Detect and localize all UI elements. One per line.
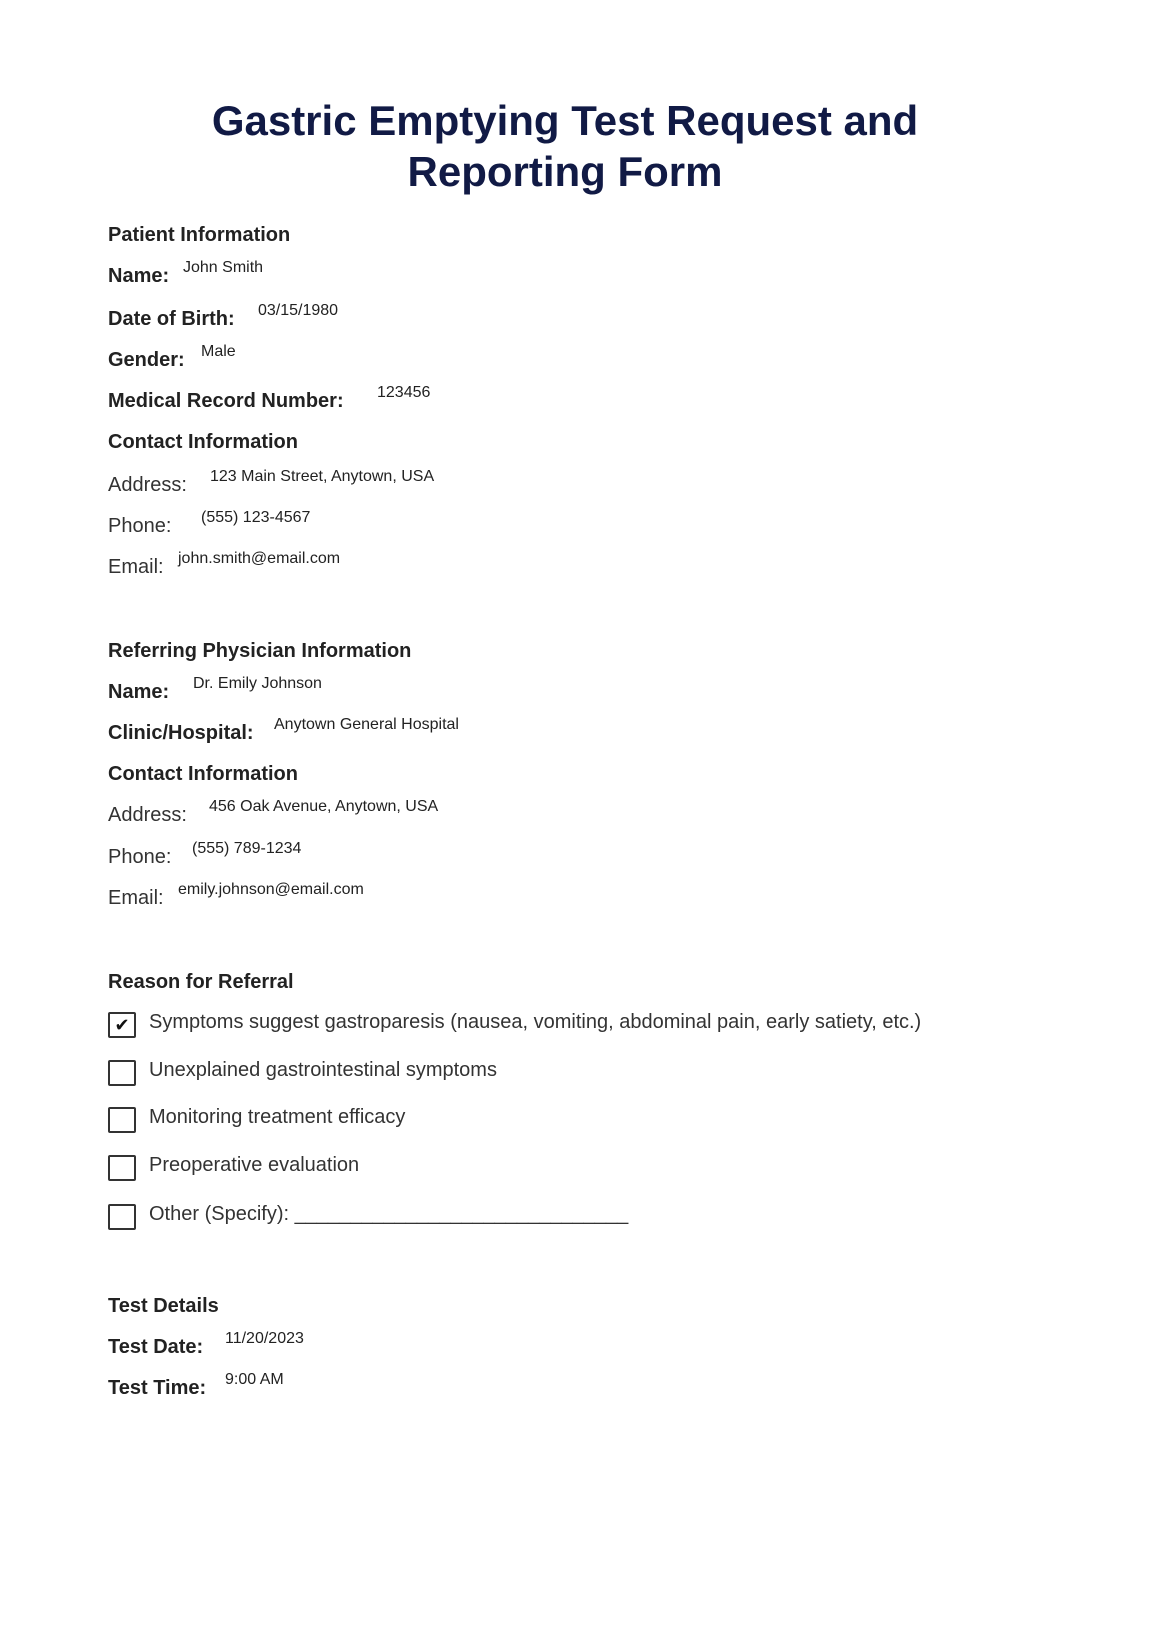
label: Phone: bbox=[108, 514, 172, 537]
referral-option[interactable] bbox=[108, 1054, 497, 1086]
physician-info-heading: Referring Physician Information bbox=[108, 639, 412, 662]
patient-dob-value: 03/15/1980 bbox=[258, 302, 339, 319]
patient-name-value: John Smith bbox=[183, 259, 264, 276]
label: Gender: bbox=[108, 348, 185, 371]
checkbox[interactable] bbox=[108, 1107, 136, 1133]
checkbox[interactable] bbox=[108, 1060, 136, 1086]
test-date-row bbox=[108, 1332, 708, 1362]
label: Test Time: bbox=[108, 1376, 207, 1399]
patient-address-value: 123 Main Street, Anytown, USA bbox=[210, 468, 435, 485]
referral-option[interactable] bbox=[108, 1198, 628, 1230]
patient-phone-row bbox=[108, 511, 708, 541]
label: Medical Record Number: bbox=[108, 389, 344, 412]
physician-address-row bbox=[108, 800, 708, 830]
patient-info-heading: Patient Information bbox=[108, 223, 291, 246]
label: Address: bbox=[108, 473, 187, 496]
label: Address: bbox=[108, 803, 187, 826]
label: Email: bbox=[108, 555, 164, 578]
physician-phone-row bbox=[108, 842, 708, 872]
option-label: Other (Specify): ______________________________ bbox=[149, 1202, 629, 1225]
patient-contact-heading: Contact Information bbox=[108, 430, 298, 453]
physician-clinic-row bbox=[108, 718, 708, 748]
referral-heading: Reason for Referral bbox=[108, 970, 294, 993]
option-label: Symptoms suggest gastroparesis (nausea, vomiting, abdominal pain, early satiety, etc.) bbox=[149, 1010, 922, 1033]
referral-option[interactable] bbox=[108, 1006, 921, 1038]
referral-option[interactable] bbox=[108, 1101, 405, 1133]
title-line-1: Gastric Emptying Test Request and bbox=[211, 97, 919, 144]
patient-phone-value: (555) 123-4567 bbox=[201, 509, 311, 526]
page-title bbox=[0, 95, 1130, 197]
title-line-2: Reporting Form bbox=[407, 148, 723, 195]
patient-mrn-row bbox=[108, 386, 708, 416]
label: Clinic/Hospital: bbox=[108, 721, 254, 744]
physician-contact-heading: Contact Information bbox=[108, 762, 298, 785]
label: Email: bbox=[108, 886, 164, 909]
physician-clinic-value: Anytown General Hospital bbox=[274, 716, 459, 733]
test-details-heading: Test Details bbox=[108, 1294, 219, 1317]
test-time-row bbox=[108, 1373, 708, 1403]
label: Name: bbox=[108, 680, 170, 703]
label: Test Date: bbox=[108, 1335, 204, 1358]
patient-email-value: john.smith@email.com bbox=[178, 550, 341, 567]
checkbox-checked[interactable]: ✔ bbox=[108, 1012, 136, 1038]
label: Date of Birth: bbox=[108, 307, 235, 330]
patient-gender-row bbox=[108, 345, 708, 375]
patient-name-row bbox=[108, 261, 708, 291]
physician-name-value: Dr. Emily Johnson bbox=[193, 675, 322, 692]
patient-email-row bbox=[108, 552, 708, 582]
option-label: Monitoring treatment efficacy bbox=[149, 1105, 406, 1128]
physician-phone-value: (555) 789-1234 bbox=[192, 840, 302, 857]
physician-name-row bbox=[108, 677, 708, 707]
physician-email-value: emily.johnson@email.com bbox=[178, 881, 364, 898]
referral-option[interactable] bbox=[108, 1149, 359, 1181]
patient-mrn-value: 123456 bbox=[377, 384, 431, 401]
checkbox[interactable] bbox=[108, 1155, 136, 1181]
label: Name: bbox=[108, 264, 170, 287]
option-label: Preoperative evaluation bbox=[149, 1153, 360, 1176]
checkbox[interactable] bbox=[108, 1204, 136, 1230]
patient-address-row bbox=[108, 470, 708, 500]
patient-gender-value: Male bbox=[201, 343, 236, 360]
patient-dob-row bbox=[108, 304, 708, 334]
test-time-value: 9:00 AM bbox=[225, 1371, 284, 1388]
physician-email-row bbox=[108, 883, 708, 913]
label: Phone: bbox=[108, 845, 172, 868]
option-label: Unexplained gastrointestinal symptoms bbox=[149, 1058, 497, 1081]
test-date-value: 11/20/2023 bbox=[225, 1330, 304, 1347]
physician-address-value: 456 Oak Avenue, Anytown, USA bbox=[209, 798, 439, 815]
